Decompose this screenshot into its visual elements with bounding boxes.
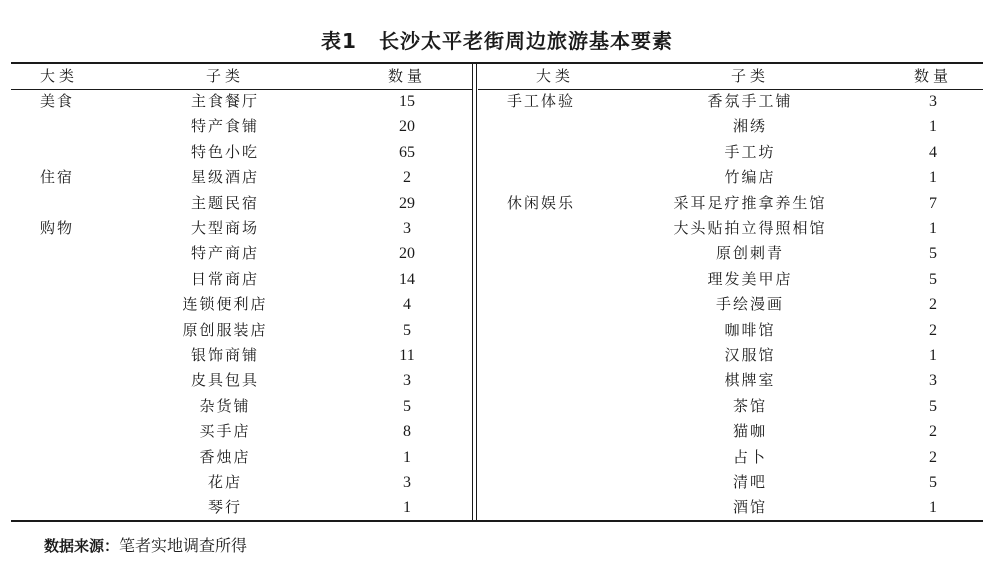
table-cell-count: 65 xyxy=(399,143,415,161)
column-divider-1 xyxy=(472,63,473,521)
table-cell-count: 5 xyxy=(929,245,937,263)
table-cell-count: 2 xyxy=(929,296,937,314)
table-cell-subcategory: 清吧 xyxy=(732,473,767,491)
table-number: 表1 xyxy=(321,29,357,53)
table-cell-count: 2 xyxy=(929,321,937,339)
table-cell-subcategory: 星级酒店 xyxy=(190,168,259,187)
table-cell-subcategory: 棋牌室 xyxy=(724,371,776,390)
table-cell-count: 2 xyxy=(403,169,411,187)
table-cell-count: 4 xyxy=(403,296,411,314)
source-note-label: 数据来源： xyxy=(44,537,120,555)
header-count-right: 数量 xyxy=(913,67,952,85)
column-divider-2 xyxy=(476,63,477,521)
table-cell-count: 3 xyxy=(929,93,937,110)
table-cell-category: 休闲娱乐 xyxy=(507,193,576,212)
table-cell-subcategory: 原创刺青 xyxy=(715,244,784,263)
table-cell-subcategory: 大头贴拍立得照相馆 xyxy=(673,219,827,237)
header-category-left: 大类 xyxy=(40,67,79,85)
table-cell-count: 1 xyxy=(929,347,937,364)
table-cell-subcategory: 特产食铺 xyxy=(190,117,259,136)
table-cell-subcategory: 竹编店 xyxy=(724,168,776,187)
table-cell-count: 4 xyxy=(929,143,937,161)
table-cell-count: 1 xyxy=(929,220,937,237)
table-cell-count: 2 xyxy=(929,423,937,441)
table-cell-category: 手工体验 xyxy=(507,92,576,110)
table-cell-subcategory: 琴行 xyxy=(207,498,242,517)
table-cell-count: 5 xyxy=(403,397,411,415)
table-cell-count: 14 xyxy=(399,270,415,288)
table-cell-subcategory: 日常商店 xyxy=(190,269,259,288)
table-cell-count: 15 xyxy=(399,93,415,110)
table-cell-count: 20 xyxy=(399,245,415,263)
table-cell-subcategory: 特产商店 xyxy=(190,244,259,263)
table-cell-subcategory: 主食餐厅 xyxy=(190,92,259,110)
table-cell-count: 1 xyxy=(929,499,937,517)
table-cell-count: 29 xyxy=(399,194,415,212)
table-cell-category: 住宿 xyxy=(40,168,75,187)
table-title xyxy=(0,25,994,54)
table-cell-subcategory: 皮具包具 xyxy=(190,371,259,390)
top-rule xyxy=(11,62,983,64)
table-cell-subcategory: 花店 xyxy=(207,473,242,491)
table-cell-count: 11 xyxy=(399,347,415,364)
table-cell-subcategory: 大型商场 xyxy=(190,219,259,237)
header-subcategory-right: 子类 xyxy=(730,67,769,85)
source-note xyxy=(44,533,247,556)
table-cell-subcategory: 手工坊 xyxy=(724,142,776,161)
table-cell-subcategory: 茶馆 xyxy=(732,396,767,415)
table-cell-subcategory: 占卜 xyxy=(732,447,767,466)
table-cell-subcategory: 酒馆 xyxy=(732,498,767,517)
header-category-right: 大类 xyxy=(536,67,575,85)
table-cell-count: 8 xyxy=(403,423,411,441)
table-cell-count: 1 xyxy=(403,499,411,517)
source-note-text: 笔者实地调查所得 xyxy=(119,536,248,555)
table-cell-subcategory: 特色小吃 xyxy=(190,142,259,161)
header-subcategory-left: 子类 xyxy=(205,67,244,85)
table-cell-category: 美食 xyxy=(40,92,75,110)
table-cell-subcategory: 买手店 xyxy=(199,422,251,441)
table-cell-subcategory: 理发美甲店 xyxy=(707,269,793,288)
table-cell-subcategory: 汉服馆 xyxy=(724,346,776,364)
table-cell-count: 1 xyxy=(403,448,411,466)
table-cell-count: 5 xyxy=(929,397,937,415)
table-cell-subcategory: 湘绣 xyxy=(732,117,767,136)
table-cell-count: 20 xyxy=(399,118,415,136)
table-cell-subcategory: 杂货铺 xyxy=(199,396,251,415)
table-caption: 长沙太平老街周边旅游基本要素 xyxy=(378,29,673,53)
table-cell-subcategory: 猫咖 xyxy=(732,422,767,441)
table-cell-count: 5 xyxy=(403,321,411,339)
table-cell-subcategory: 手绘漫画 xyxy=(715,295,784,314)
table-cell-count: 2 xyxy=(929,448,937,466)
table-cell-subcategory: 香烛店 xyxy=(199,447,251,466)
table-cell-subcategory: 香氛手工铺 xyxy=(707,92,793,110)
table-cell-count: 3 xyxy=(403,372,411,390)
table-cell-count: 7 xyxy=(929,194,937,212)
table-cell-count: 5 xyxy=(929,270,937,288)
table-cell-count: 3 xyxy=(403,220,411,237)
header-count-left: 数量 xyxy=(387,67,426,85)
table-cell-subcategory: 主题民宿 xyxy=(190,193,259,212)
table-cell-subcategory: 连锁便利店 xyxy=(182,295,268,314)
table-cell-count: 3 xyxy=(929,372,937,390)
table-cell-category: 购物 xyxy=(40,219,75,237)
table-cell-count: 1 xyxy=(929,118,937,136)
table-cell-subcategory: 咖啡馆 xyxy=(724,320,776,339)
table-cell-count: 1 xyxy=(929,169,937,187)
table-cell-count: 3 xyxy=(403,474,411,491)
table-cell-subcategory: 原创服装店 xyxy=(182,320,268,339)
table-cell-subcategory: 银饰商铺 xyxy=(190,346,259,364)
table-cell-count: 5 xyxy=(929,474,937,491)
table-cell-subcategory: 采耳足疗推拿养生馆 xyxy=(673,193,827,212)
